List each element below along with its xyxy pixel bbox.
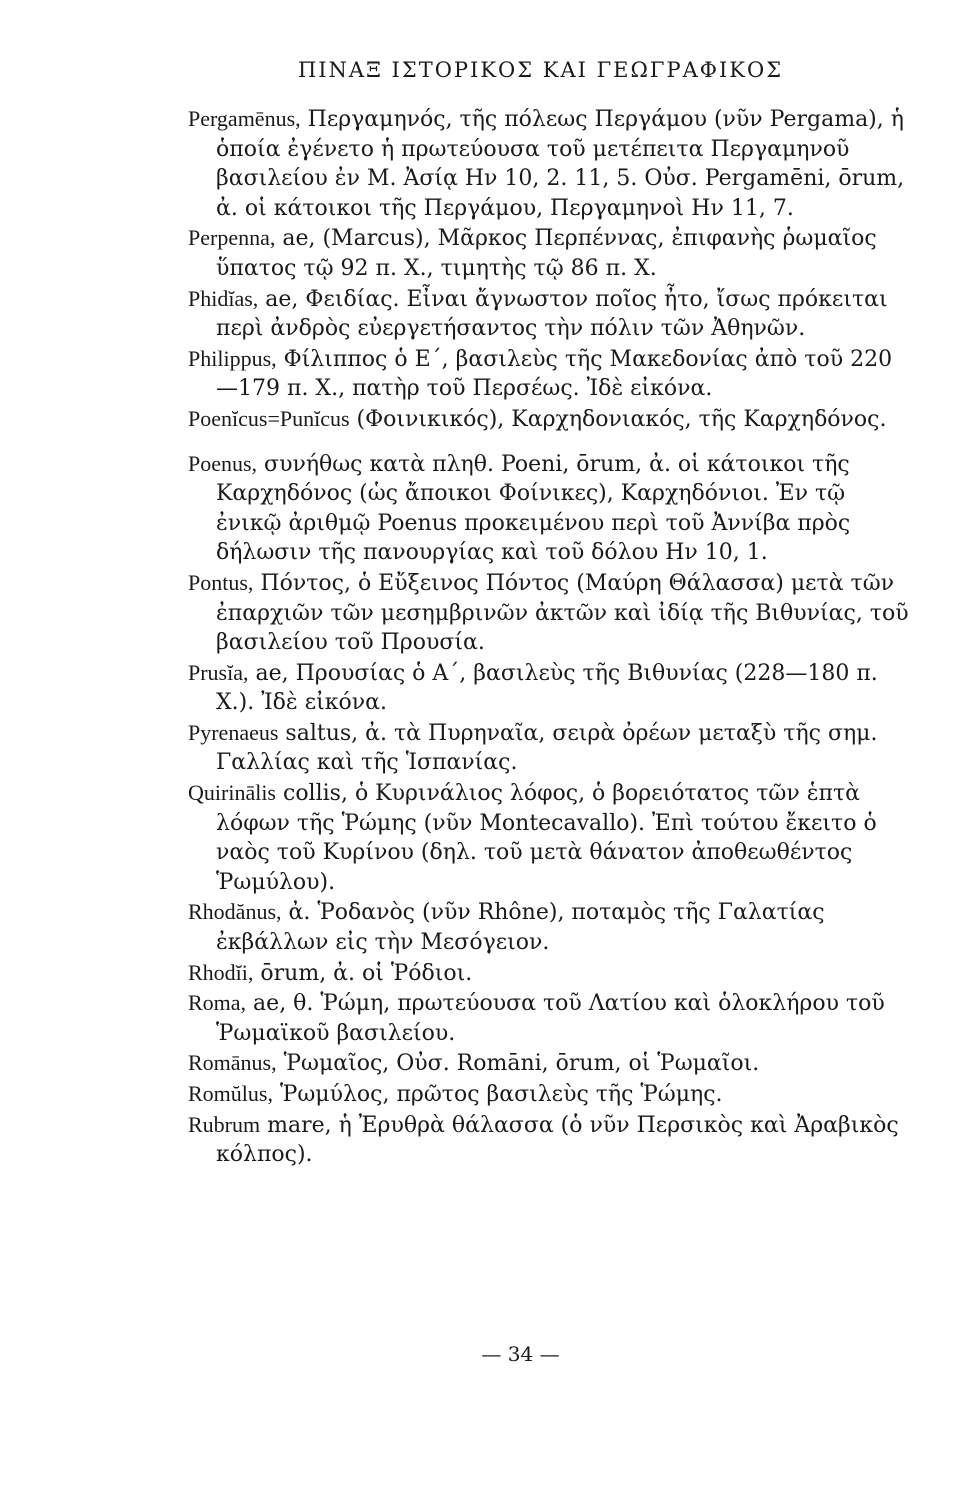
- entry-prusia: [188, 658, 910, 718]
- spacer: [188, 435, 910, 449]
- entry-romanus: [188, 1048, 910, 1079]
- entry-poenus: [188, 449, 910, 568]
- entry-text: ae, θ. Ῥώμη, πρωτεύουσα τοῦ Λατίου καὶ ὁλοκλήρου τοῦ Ῥωμαϊκοῦ βασιλείου.: [216, 991, 885, 1046]
- entry-text: collis, ὁ Κυρινάλιος λόφος, ὁ βορειότατος τῶν ἑπτὰ λόφων τῆς Ῥώμης (νῦν Montecavallo). Ἐπὶ τούτου ἔκειτο ὁ ναὸς τοῦ Κυρίνου (δηλ. τοῦ μετὰ θάνατον ἀποθεωθέντος Ῥωμύλου).: [216, 781, 877, 895]
- entry-text: (Φοινικικός), Καρχηδονιακός, τῆς Καρχηδόνος.: [349, 406, 887, 432]
- entry-text: mare, ἡ Ἐρυθρὰ θάλασσα (ὁ νῦν Περσικὸς καὶ Ἀραβικὸς κόλπος).: [216, 1112, 899, 1168]
- entry-headword: Romānus,: [188, 1050, 277, 1076]
- entry-pyrenaeus: [188, 718, 910, 778]
- entry-list: [188, 104, 910, 1170]
- entry-headword: Quirinālis: [188, 780, 276, 806]
- entry-headword: Roma,: [188, 990, 247, 1016]
- entry-text: ōrum, ἀ. οἱ Ῥόδιοι.: [253, 960, 473, 986]
- entry-headword: Perpenna,: [188, 225, 276, 251]
- entry-text: Πόντος, ὁ Εὔξεινος Πόντος (Μαύρη Θάλασσα) μετὰ τῶν ἐπαρχιῶν τῶν μεσημβρινῶν ἀκτῶν καὶ ἰδίᾳ τῆς Βιθυνίας, τοῦ βασιλείου τοῦ Προυσία.: [216, 570, 909, 656]
- entry-pontus: [188, 568, 910, 658]
- entry-headword: Pergamēnus,: [188, 106, 301, 131]
- entry-text: ae, (Marcus), Μᾶρκος Περπέννας, ἐπιφανὴς ῥωμαῖος ὕπατος τῷ 92 π. Χ., τιμητὴς τῷ 86 π. Χ.: [216, 226, 877, 281]
- entry-text: Ῥωμαῖος, Οὐσ. Romāni, ōrum, οἱ Ῥωμαῖοι.: [276, 1051, 760, 1077]
- running-head: ΠΙΝΑΞ ΙΣΤΟΡΙΚΟΣ ΚΑΙ ΓΕΩΓΡΑΦΙΚΟΣ: [297, 58, 784, 82]
- entry-romulus: [188, 1079, 910, 1110]
- entry-headword: Rhodănus,: [188, 899, 282, 925]
- entry-pergamenus: [188, 104, 910, 223]
- entry-text: saltus, ἀ. τὰ Πυρηναῖα, σειρὰ ὀρέων μεταξὺ τῆς σημ. Γαλλίας καὶ τῆς Ἱσπανίας.: [216, 720, 878, 776]
- entry-text: ἀ. Ῥοδανὸς (νῦν Rhône), ποταμὸς τῆς Γαλατίας ἐκβάλλων εἰς τὴν Μεσόγειον.: [216, 900, 825, 956]
- entry-headword: Romŭlus,: [188, 1081, 273, 1106]
- entry-phidias: [188, 284, 910, 344]
- entry-quirinalis: [188, 778, 910, 897]
- entry-philippus: [188, 344, 910, 404]
- entry-text: συνήθως κατὰ πληθ. Poeni, ōrum, ἀ. οἱ κάτοικοι τῆς Καρχηδόνος (ὡς ἄποικοι Φοίνικες), Καρχηδόνιοι. Ἐν τῷ ἐνικῷ ἀριθμῷ Poenus προκειμένου περὶ τοῦ Ἀννίβα πρὸς δήλωσιν τῆς πανουργίας καὶ τοῦ δόλου Ην 10, 1.: [216, 451, 851, 566]
- entry-headword: Pontus,: [188, 569, 254, 595]
- entry-rubrum: [188, 1110, 910, 1170]
- entry-roma: [188, 988, 910, 1048]
- entry-headword: Rubrum: [188, 1111, 261, 1137]
- page-number: — 34 —: [481, 1342, 560, 1366]
- entry-text: Φίλιππος ὁ Ε΄, βασιλεὺς τῆς Μακεδονίας ἀπὸ τοῦ 220—179 π. Χ., πατὴρ τοῦ Περσέως. Ἰδὲ εἰκόνα.: [216, 346, 893, 402]
- entry-poenicus: [188, 404, 910, 435]
- entry-rhodii: [188, 958, 910, 989]
- entry-text: Ῥωμύλος, πρῶτος βασιλεὺς τῆς Ῥώμης.: [272, 1082, 723, 1107]
- entry-headword: Prusĭa,: [188, 659, 249, 685]
- entry-headword: Phidĭas,: [188, 285, 259, 311]
- entry-rhodanus: [188, 897, 910, 957]
- entry-text: Περγαμηνός, τῆς πόλεως Περγάμου (νῦν Pergama), ἡ ὁποία ἐγένετο ἡ πρωτεύουσα τοῦ μετέπειτα Περγαμηνοῦ βασιλείου ἐν Μ. Ἀσίᾳ Ην 10, 2. 11, 5. Οὐσ. Pergamēni, ōrum, ἀ. οἱ κάτοικοι τῆς Περγάμου, Περγαμηνοὶ Ην 11, 7.: [216, 107, 905, 221]
- entry-text: ae, Προυσίας ὁ Α΄, βασιλεὺς τῆς Βιθυνίας (228—180 π. Χ.). Ἰδὲ εἰκόνα.: [216, 660, 878, 716]
- entry-headword: Poenus,: [188, 450, 258, 476]
- entry-headword: Poenĭcus=Punĭcus: [188, 405, 350, 431]
- entry-headword: Philippus,: [188, 345, 277, 371]
- entry-headword: Pyrenaeus: [188, 719, 279, 745]
- entry-headword: Rhodĭi,: [188, 959, 254, 985]
- entry-perpenna: [188, 223, 910, 283]
- entry-text: ae, Φειδίας. Εἶναι ἄγνωστον ποῖος ἦτο, ἴσως πρόκειται περὶ ἀνδρὸς εὐεργετήσαντος τὴν πόλιν τῶν Ἀθηνῶν.: [216, 286, 888, 342]
